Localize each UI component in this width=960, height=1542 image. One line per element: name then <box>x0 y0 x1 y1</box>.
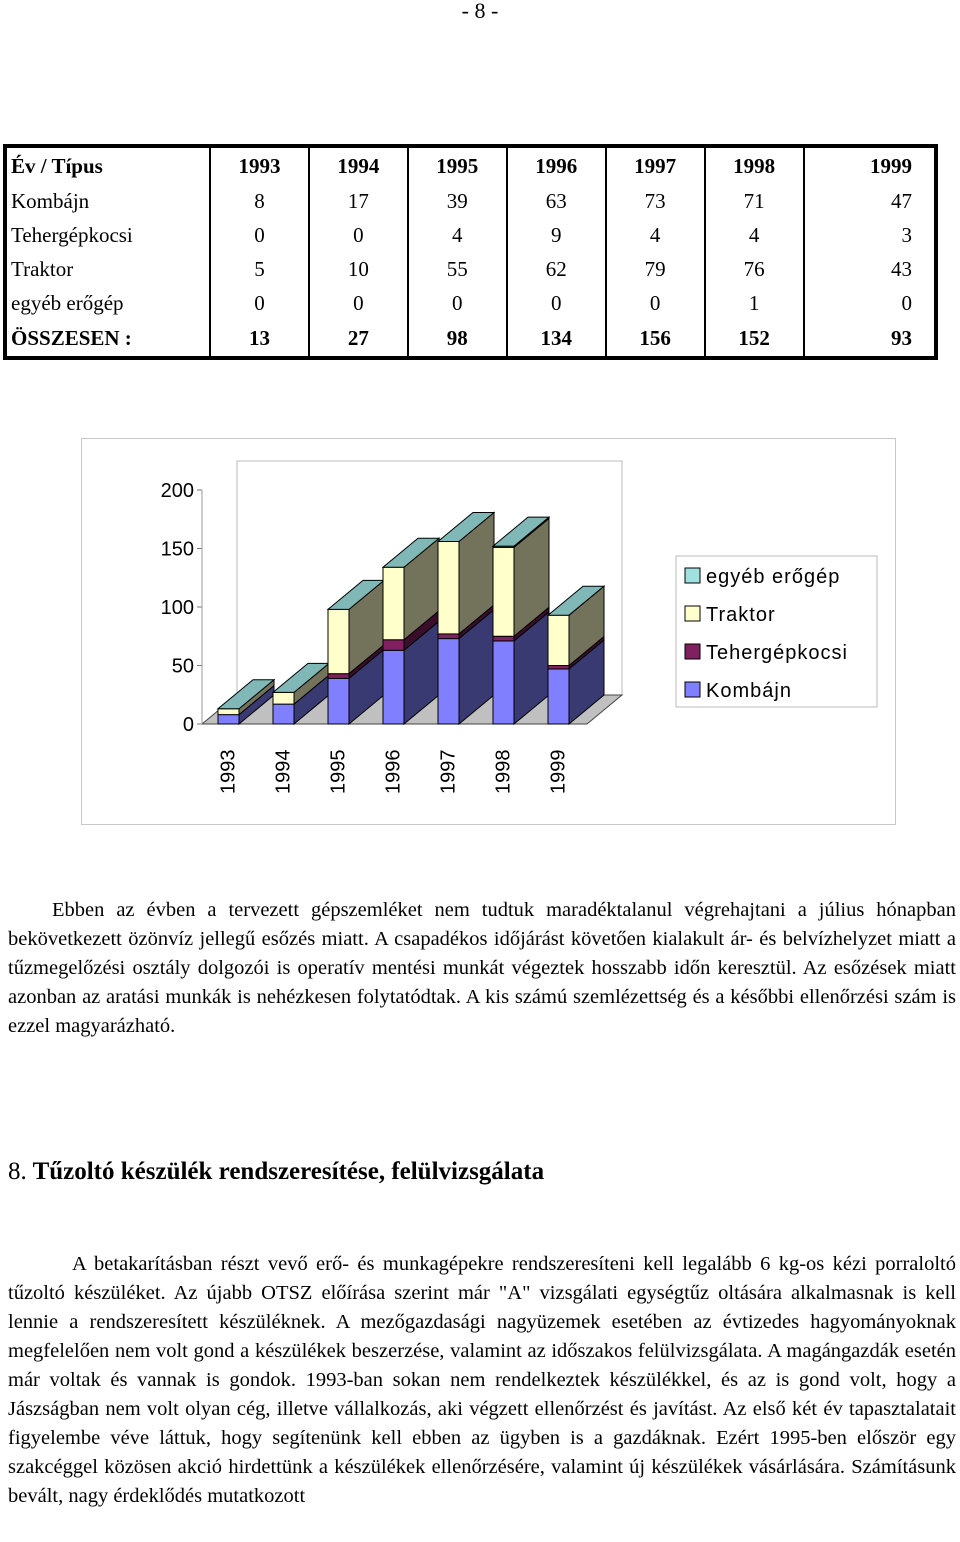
paragraph-extinguishers: A betakarításban részt vevő erő- és munkagépekre rendszeresíteni kell legalább 6 kg-os kézi porraloltó tűzoltó készüléket. Az újabb OTSZ előírása szerint már "A" vizsgálati egységtűz oltására alkalmasnak is kell lennie a rendszeresített készüléknek. A mezőgazdasági nagyüzemek esetében az évtizedes hagyományoknak megfelelően nem volt gond a készülékek beszerzése, valamint az időszakos felülvizsgálata. A magángazdák esetén már voltak és vannak is gondok. 1993-ban sokan nem rendelkeztek készülékkel, és az is gond volt, hogy a Jászságban nem volt olyan cég, illetve vállalkozás, aki végzett ellenőrzést és javítást. Az első két év tapasztalatait figyelembe véve láttuk, hogy segítenünk kell ebben az ügyben is a gazdáknak. Ezért 1995-ben először egy szakcéggel közösen akció hirdettünk a készülékek ellenőrzésére, valamint új készülékek vásárlására. Számításunk bevált, nagy érdeklődés mutatkozott <box>8 1253 956 1507</box>
y-tick-label: 50 <box>171 655 194 678</box>
row-label-cell: Kombájn <box>7 184 211 218</box>
stacked-bar-chart <box>82 439 895 824</box>
value-cell: 0 <box>211 286 310 320</box>
legend-swatch <box>685 606 700 621</box>
table-row <box>7 286 934 320</box>
value-cell: 8 <box>211 184 310 218</box>
bar-segment <box>438 639 459 724</box>
value-cell: 62 <box>508 252 607 286</box>
row-label-cell: ÖSSZESEN : <box>7 320 211 356</box>
value-cell: 1994 <box>310 148 409 184</box>
value-cell: 0 <box>409 286 508 320</box>
section-number: 8. <box>8 1158 27 1185</box>
value-cell: 156 <box>607 320 706 356</box>
value-cell: 63 <box>508 184 607 218</box>
legend-label: egyéb erőgép <box>706 566 841 588</box>
table-header-row <box>7 148 934 184</box>
table-row <box>7 184 934 218</box>
row-label-cell: Év / Típus <box>7 148 211 184</box>
bar-segment <box>273 704 294 724</box>
value-cell: 1 <box>706 286 805 320</box>
value-cell: 1993 <box>211 148 310 184</box>
value-cell: 4 <box>706 218 805 252</box>
value-cell: 0 <box>607 286 706 320</box>
chart-frame <box>81 438 896 825</box>
bar-segment <box>493 636 514 641</box>
value-cell: 4 <box>409 218 508 252</box>
bar-segment <box>328 609 349 673</box>
value-cell: 76 <box>706 252 805 286</box>
x-tick-label: 1995 <box>327 749 350 794</box>
bar-segment <box>273 692 294 704</box>
row-label-cell: Tehergépkocsi <box>7 218 211 252</box>
value-cell: 73 <box>607 184 706 218</box>
value-cell: 1998 <box>706 148 805 184</box>
x-tick-label: 1998 <box>492 749 515 794</box>
value-cell: 0 <box>310 286 409 320</box>
value-cell: 1997 <box>607 148 706 184</box>
paragraph-flood: Ebben az évben a tervezett gépszemléket nem tudtuk maradéktalanul végrehajtani a július hónapban bekövetkezett özönvíz jellegű esőzés miatt. A csapadékos időjárást követően kialakult ár- és belvízhelyzet miatt a tűzmegelőzési osztály dolgozói is operatív mentési munkát végeztek hosszabb időn keresztül. Az esőzések miatt azonban az aratási munkák is nehézkesen folytatódtak. A kis számú szemlézettség és a későbbi ellenőrzési szám is ezzel magyarázható. <box>8 899 956 1037</box>
value-cell: 27 <box>310 320 409 356</box>
value-cell: 1999 <box>870 153 912 178</box>
value-cell: 55 <box>409 252 508 286</box>
x-tick-label: 1997 <box>437 749 460 794</box>
section-heading <box>8 1158 544 1186</box>
value-cell: 93 <box>891 325 912 350</box>
legend-label: Traktor <box>706 604 776 626</box>
legend-label: Kombájn <box>706 680 792 702</box>
x-tick-label: 1999 <box>547 749 570 794</box>
value-cell: 17 <box>310 184 409 218</box>
value-cell: 152 <box>706 320 805 356</box>
bar-segment <box>328 674 349 679</box>
value-cell: 79 <box>607 252 706 286</box>
value-cell: 71 <box>706 184 805 218</box>
value-cell: 47 <box>891 188 912 213</box>
value-cell: 98 <box>409 320 508 356</box>
value-cell: 0 <box>310 218 409 252</box>
value-cell: 5 <box>211 252 310 286</box>
value-cell: 43 <box>891 256 912 281</box>
value-cell: 4 <box>607 218 706 252</box>
bar-segment <box>493 547 514 636</box>
bar-segment <box>383 567 404 640</box>
value-cell: 10 <box>310 252 409 286</box>
x-tick-label: 1993 <box>217 749 240 794</box>
value-cell: 0 <box>901 290 912 315</box>
row-label-cell: Traktor <box>7 252 211 286</box>
legend-swatch <box>685 568 700 583</box>
value-cell: 13 <box>211 320 310 356</box>
y-tick-label: 200 <box>160 480 194 502</box>
bar-segment <box>438 634 459 639</box>
y-tick-label: 100 <box>160 597 194 619</box>
y-tick-label: 150 <box>160 538 194 561</box>
bar-segment <box>438 541 459 633</box>
value-cell: 9 <box>508 218 607 252</box>
x-tick-label: 1996 <box>382 749 405 794</box>
page-number: - 8 - <box>461 0 499 23</box>
table-total-row <box>7 320 934 356</box>
bar-segment <box>493 641 514 724</box>
bar-segment <box>548 666 569 670</box>
bar-segment <box>548 669 569 724</box>
bar-segment <box>548 615 569 665</box>
value-cell: 1996 <box>508 148 607 184</box>
value-cell: 134 <box>508 320 607 356</box>
value-cell: 0 <box>508 286 607 320</box>
value-cell: 39 <box>409 184 508 218</box>
value-cell: 3 <box>901 222 912 247</box>
section-title: Tűzoltó készülék rendszeresítése, felülvizsgálata <box>32 1158 545 1185</box>
bar-segment <box>383 650 404 724</box>
bar-segment <box>328 678 349 724</box>
legend-swatch <box>685 682 700 697</box>
legend-swatch <box>685 644 700 659</box>
value-cell: 0 <box>211 218 310 252</box>
legend-label: Tehergépkocsi <box>706 642 848 664</box>
table-row <box>7 218 934 252</box>
bar-segment <box>218 709 239 715</box>
value-cell: 1995 <box>409 148 508 184</box>
y-tick-label: 0 <box>182 714 194 736</box>
statistics-table <box>3 144 938 360</box>
x-tick-label: 1994 <box>272 749 295 794</box>
bar-segment <box>383 640 404 651</box>
bar-segment <box>218 715 239 724</box>
row-label-cell: egyéb erőgép <box>7 286 211 320</box>
table-row <box>7 252 934 286</box>
